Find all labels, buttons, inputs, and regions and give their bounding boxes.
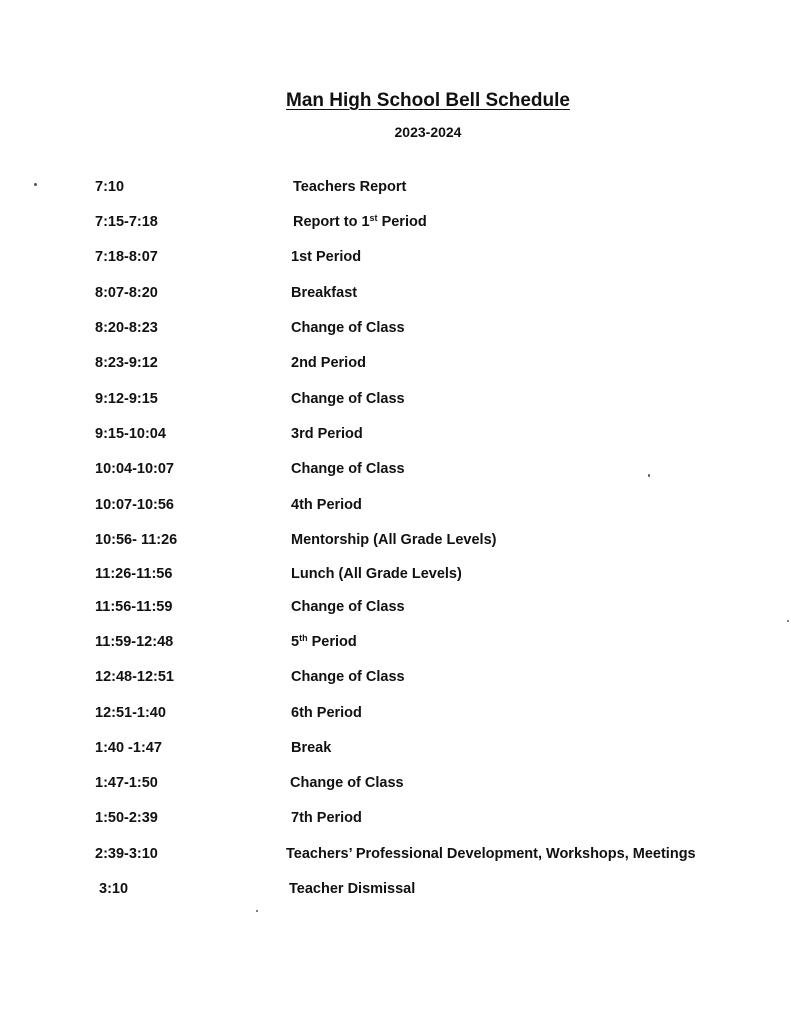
schedule-time: 7:15-7:18: [95, 214, 158, 230]
schedule-event: Break: [291, 740, 332, 756]
scan-speck: [648, 474, 650, 477]
schedule-row: [0, 214, 791, 236]
schedule-event: Change of Class: [291, 391, 405, 407]
schedule-time: 8:20-8:23: [95, 320, 158, 336]
schedule-time: 10:04-10:07: [95, 461, 174, 477]
schedule-row: [0, 497, 791, 519]
scan-speck: [787, 620, 789, 622]
schedule-time: 3:10: [99, 881, 129, 897]
schedule-time: 12:48-12:51: [95, 669, 174, 685]
ordinal-suffix: th: [299, 633, 308, 643]
schedule-event: Change of Class: [290, 775, 404, 791]
schedule-time: 1:40 -1:47: [95, 740, 162, 756]
schedule-event: 7th Period: [291, 810, 362, 826]
schedule-row: [0, 355, 791, 377]
schedule-time: 1:50-2:39: [95, 810, 158, 826]
schedule-event: Report to 1st Period: [293, 213, 427, 230]
schedule-event: Change of Class: [291, 599, 405, 615]
schedule-row: [0, 599, 791, 621]
schedule-event: 6th Period: [291, 705, 362, 721]
schedule-time: 11:56-11:59: [95, 599, 173, 615]
schedule-time: 10:56- 11:26: [95, 532, 178, 548]
schedule-row: [0, 775, 791, 797]
schedule-event: Change of Class: [291, 320, 405, 336]
schedule-event: Teachers’ Professional Development, Workshops, Meetings: [286, 846, 696, 862]
schedule-row: [0, 810, 791, 832]
document-year: 2023-2024: [394, 124, 462, 140]
schedule-time: 7:18-8:07: [95, 249, 158, 265]
document-title: Man High School Bell Schedule: [286, 90, 570, 111]
schedule-row: [0, 426, 791, 448]
schedule-time: 8:07-8:20: [95, 285, 158, 301]
schedule-time: 2:39-3:10: [95, 846, 158, 862]
schedule-row: [0, 705, 791, 727]
schedule-time: 9:15-10:04: [95, 426, 166, 442]
schedule-time: 12:51-1:40: [95, 705, 166, 721]
schedule-time: 11:26-11:56: [95, 566, 173, 582]
schedule-event: Change of Class: [291, 461, 405, 477]
schedule-row: [0, 391, 791, 413]
schedule-event: 5th Period: [291, 633, 357, 650]
schedule-row: [0, 320, 791, 342]
schedule-time: 10:07-10:56: [95, 497, 174, 513]
schedule-event: 1st Period: [291, 249, 362, 265]
schedule-time: 11:59-12:48: [95, 634, 174, 650]
schedule-row: [0, 179, 791, 201]
scan-speck: [256, 910, 258, 912]
schedule-time: 8:23-9:12: [95, 355, 158, 371]
schedule-event: Teachers Report: [293, 179, 407, 195]
schedule-row: [0, 846, 791, 868]
schedule-event: 3rd Period: [291, 426, 363, 442]
schedule-row: [0, 881, 791, 903]
schedule-row: [0, 285, 791, 307]
schedule-time: 9:12-9:15: [95, 391, 158, 407]
schedule-row: [0, 249, 791, 271]
ordinal-suffix: st: [369, 213, 378, 223]
schedule-time: 7:10: [95, 179, 125, 195]
schedule-row: [0, 532, 791, 554]
schedule-row: [0, 634, 791, 656]
schedule-event: 2nd Period: [291, 355, 366, 371]
schedule-event: Breakfast: [291, 285, 358, 301]
schedule-row: [0, 566, 791, 588]
schedule-event: Change of Class: [291, 669, 405, 685]
schedule-row: [0, 740, 791, 762]
schedule-row: [0, 669, 791, 691]
schedule-event: 4th Period: [291, 497, 362, 513]
schedule-time: 1:47-1:50: [95, 775, 158, 791]
schedule-event: Mentorship (All Grade Levels): [291, 532, 497, 548]
schedule-event: Lunch (All Grade Levels): [291, 566, 462, 582]
schedule-row: [0, 461, 791, 483]
schedule-event: Teacher Dismissal: [289, 881, 416, 897]
scan-speck: [34, 183, 37, 186]
